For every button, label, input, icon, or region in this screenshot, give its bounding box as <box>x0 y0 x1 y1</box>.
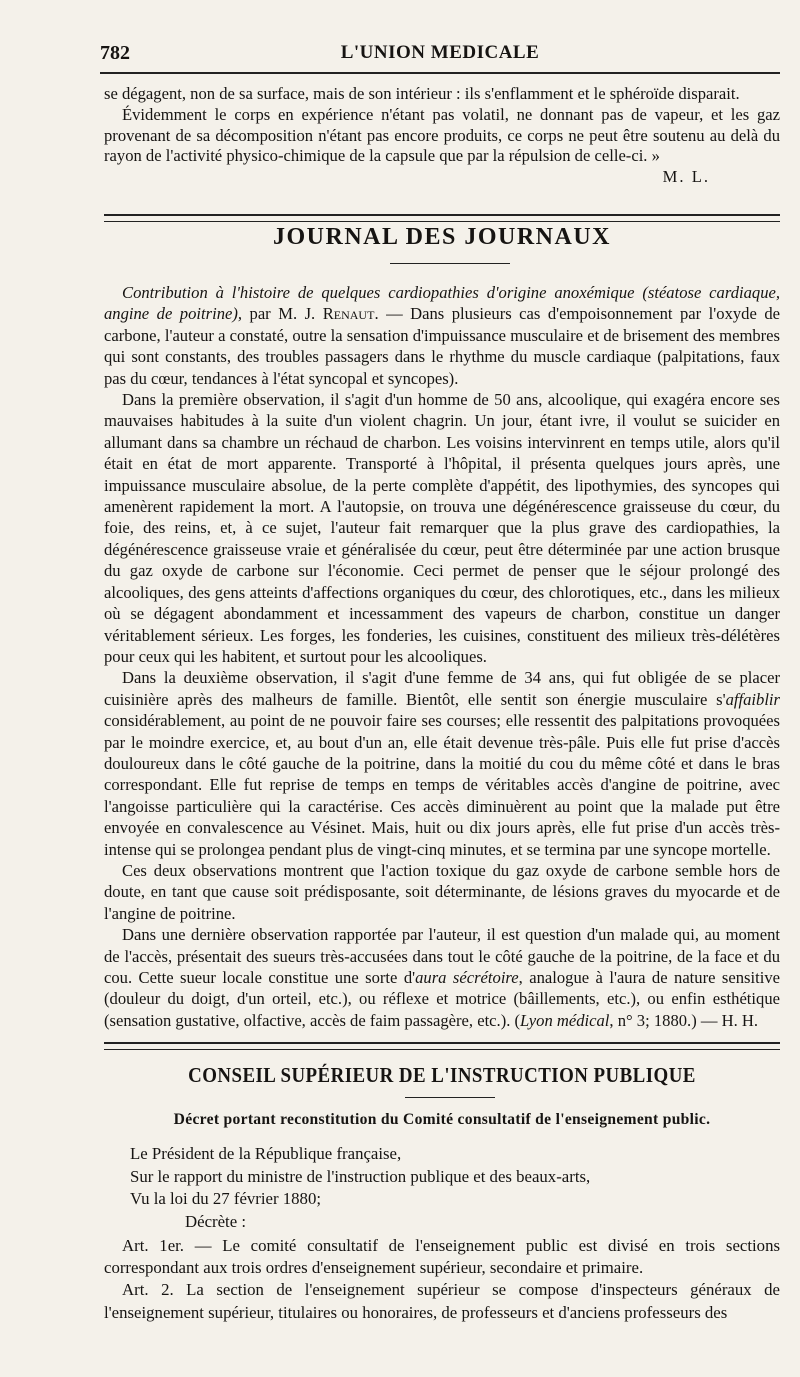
page-number: 782 <box>100 42 130 64</box>
section-divider-2 <box>104 1042 780 1050</box>
intro-paragraph-2: Évidemment le corps en expérience n'étant pas volatil, ne donnant pas de vapeur, et les gaz provenant de sa décomposition n'étant pas encore produits, ce corps ne peut être soutenu au delà du rayon de l'activité physico-chimique de la capsule que par la répulsion de celle-ci. » <box>104 104 780 166</box>
para3-italic: affaiblir <box>725 689 780 709</box>
para3-part-b: considérablement, au point de ne pouvoir faire ses courses; elle ressentit des palpitations provoquées par le moindre exercice, et, au bout d'un an, elle était devenue très-pâle. Puis elle fut prise d'accès douloureux dans le côté gauche de la poitrine, dans la moitié du cou du même côté et dans le bras correspondant. Elle fut reprise de temps en temps de véritables accès d'angine de poitrine, avec l'angoisse particulière qui la caractérise. Ces accès diminuèrent au point que la malade put être envoyée en convalescence au Vésinet. Mais, huit ou dix jours après, elle fut prise d'un accès très-intense qui se prolongea pendant plus de vingt-cinq minutes, et se termina par une syncope mortelle. <box>104 711 780 859</box>
para5-source: Lyon médical <box>520 1010 610 1030</box>
title-underline-1 <box>390 263 510 264</box>
article-paragraph-2: Dans la première observation, il s'agit d'un homme de 50 ans, alcoolique, qui exagéra encore ses mauvaises habitudes à la suite d'un violent chagrin. Un jour, étant ivre, il voulut se suicider en allumant dans sa chambre un réchaud de charbon. Les voisins intervinrent en temps utile, alors qu'il était en état de mort apparente. Transporté à l'hôpital, il présenta quelques jours après, une impuissance musculaire absolue, de la perte complète d'appétit, des lipothymies, des syncopes qui amenèrent rapidement la mort. A l'autopsie, on trouva une dégénérescence graisseuse du cœur, du foie, des reins, et, à ce sujet, l'auteur fait remarquer que la plus grave des cardiopathies, la dégénérescence graisseuse vraie et généralisée du cœur, peut être déterminée par une action brusque du gaz oxyde de carbone sur l'économie. Ceci permet de penser que le séjour prolongé des alcooliques, des gens atteints d'affections organiques du cœur, des chlorotiques, etc., dans les milieux où se dégagent abondamment et incessamment des vapeurs de charbon, constitue un danger véritablement sérieux. Les forges, les fonderies, les cuisines, constituent des milieux très-délétères pour ceux qui les habitent, et surtout pour les alcooliques. <box>104 390 780 666</box>
journal-article <box>104 282 780 1031</box>
article-paragraph-5 <box>104 924 780 1031</box>
section-divider-1 <box>104 214 780 222</box>
article-2 <box>104 1279 780 1323</box>
article-author: Renaut <box>322 304 375 324</box>
article-title: Contribution à l'histoire de quelques cardiopathies d'origine anoxémique (stéatose cardiaque, angine de poitrine), <box>104 283 780 324</box>
article-2-label: Art. 2. <box>122 1280 174 1300</box>
decree-line-1: Le Président de la République française, <box>130 1144 402 1163</box>
running-title: L'UNION MEDICALE <box>340 42 540 63</box>
article-paragraph-3 <box>104 667 780 860</box>
page-header <box>100 38 780 74</box>
para5-italic: aura sécrétoire <box>415 968 519 987</box>
article-author-prefix: par M. J. <box>242 304 323 324</box>
article-paragraph-4: Ces deux observations montrent que l'action toxique du gaz oxyde de carbone semble hors de doute, en tant que cause soit prédisposante, soit déterminante, de lésions graves du myocarde et de l'angine de poitrine. <box>104 860 780 923</box>
para3-part-a: Dans la deuxième observation, il s'agit d'une femme de 34 ans, qui fut obligée de se placer cuisinière après des malheurs de famille. Bientôt, elle sentit son énergie musculaire s' <box>104 668 780 709</box>
decree-line-3: Vu la loi du 27 février 1880; <box>130 1189 322 1209</box>
para5-part-c: , n° 3; 1880.) — H. H. <box>609 1010 759 1030</box>
article-1 <box>104 1235 780 1279</box>
article-1-text: — Le comité consultatif de l'enseignement public est divisé en trois sections correspondant aux trois ordres d'enseignement supérieur, secondaire et primaire. <box>104 1236 780 1278</box>
decree-articles <box>104 1235 780 1324</box>
decree-title: Décret portant reconstitution du Comité consultatif de l'enseignement public. <box>173 1111 711 1128</box>
journal-section-title: JOURNAL DES JOURNAUX <box>272 224 612 250</box>
title-underline-2 <box>405 1097 495 1098</box>
intro-signature: M. L. <box>662 167 710 187</box>
conseil-section-title: CONSEIL SUPÉRIEUR DE L'INSTRUCTION PUBLIQUE <box>188 1063 696 1087</box>
decree-decrete: Décrète : <box>185 1211 247 1231</box>
intro-paragraph-1: se dégagent, non de sa surface, mais de son intérieur : ils s'enflamment et le sphéroïde disparait. <box>104 84 740 103</box>
article-intro-text: . — Dans plusieurs cas d'empoisonnement par l'oxyde de carbone, l'auteur a constaté, outre la sensation d'impuissance musculaire et de brisement des membres qui sont constants, des troubles passagers dans le rhythme du muscle cardiaque (palpitations, faux pas du cœur, tendances à l'état syncopal et syncopes). <box>104 304 780 388</box>
article-intro-paragraph <box>104 282 780 389</box>
para5-part-b: , analogue à l'aura de nature sensitive (douleur du doigt, d'un orteil, etc.), ou réflexe et motrice (bâillements, etc.), ou enfin esthétique (sensation gustative, olfactive, accès de faim passagère, etc.). ( <box>104 968 780 1030</box>
intro-section <box>104 84 780 188</box>
decree-preamble <box>130 1143 780 1233</box>
article-2-text: La section de l'enseignement supérieur se compose d'inspecteurs généraux de l'enseignement supérieur, titulaires ou honoraires, de professeurs et d'anciens professeurs des <box>104 1280 780 1322</box>
para5-part-a: Dans une dernière observation rapportée par l'auteur, il est question d'un malade qui, au moment de l'accès, présentait des sueurs très-accusées dans tout le côté gauche de la poitrine, de la face et du cou. Cette sueur locale constitue une sorte d' <box>104 925 780 987</box>
article-1-label: Art. 1er. <box>122 1236 184 1255</box>
decree-line-2: Sur le rapport du ministre de l'instruction publique et des beaux-arts, <box>130 1166 591 1186</box>
